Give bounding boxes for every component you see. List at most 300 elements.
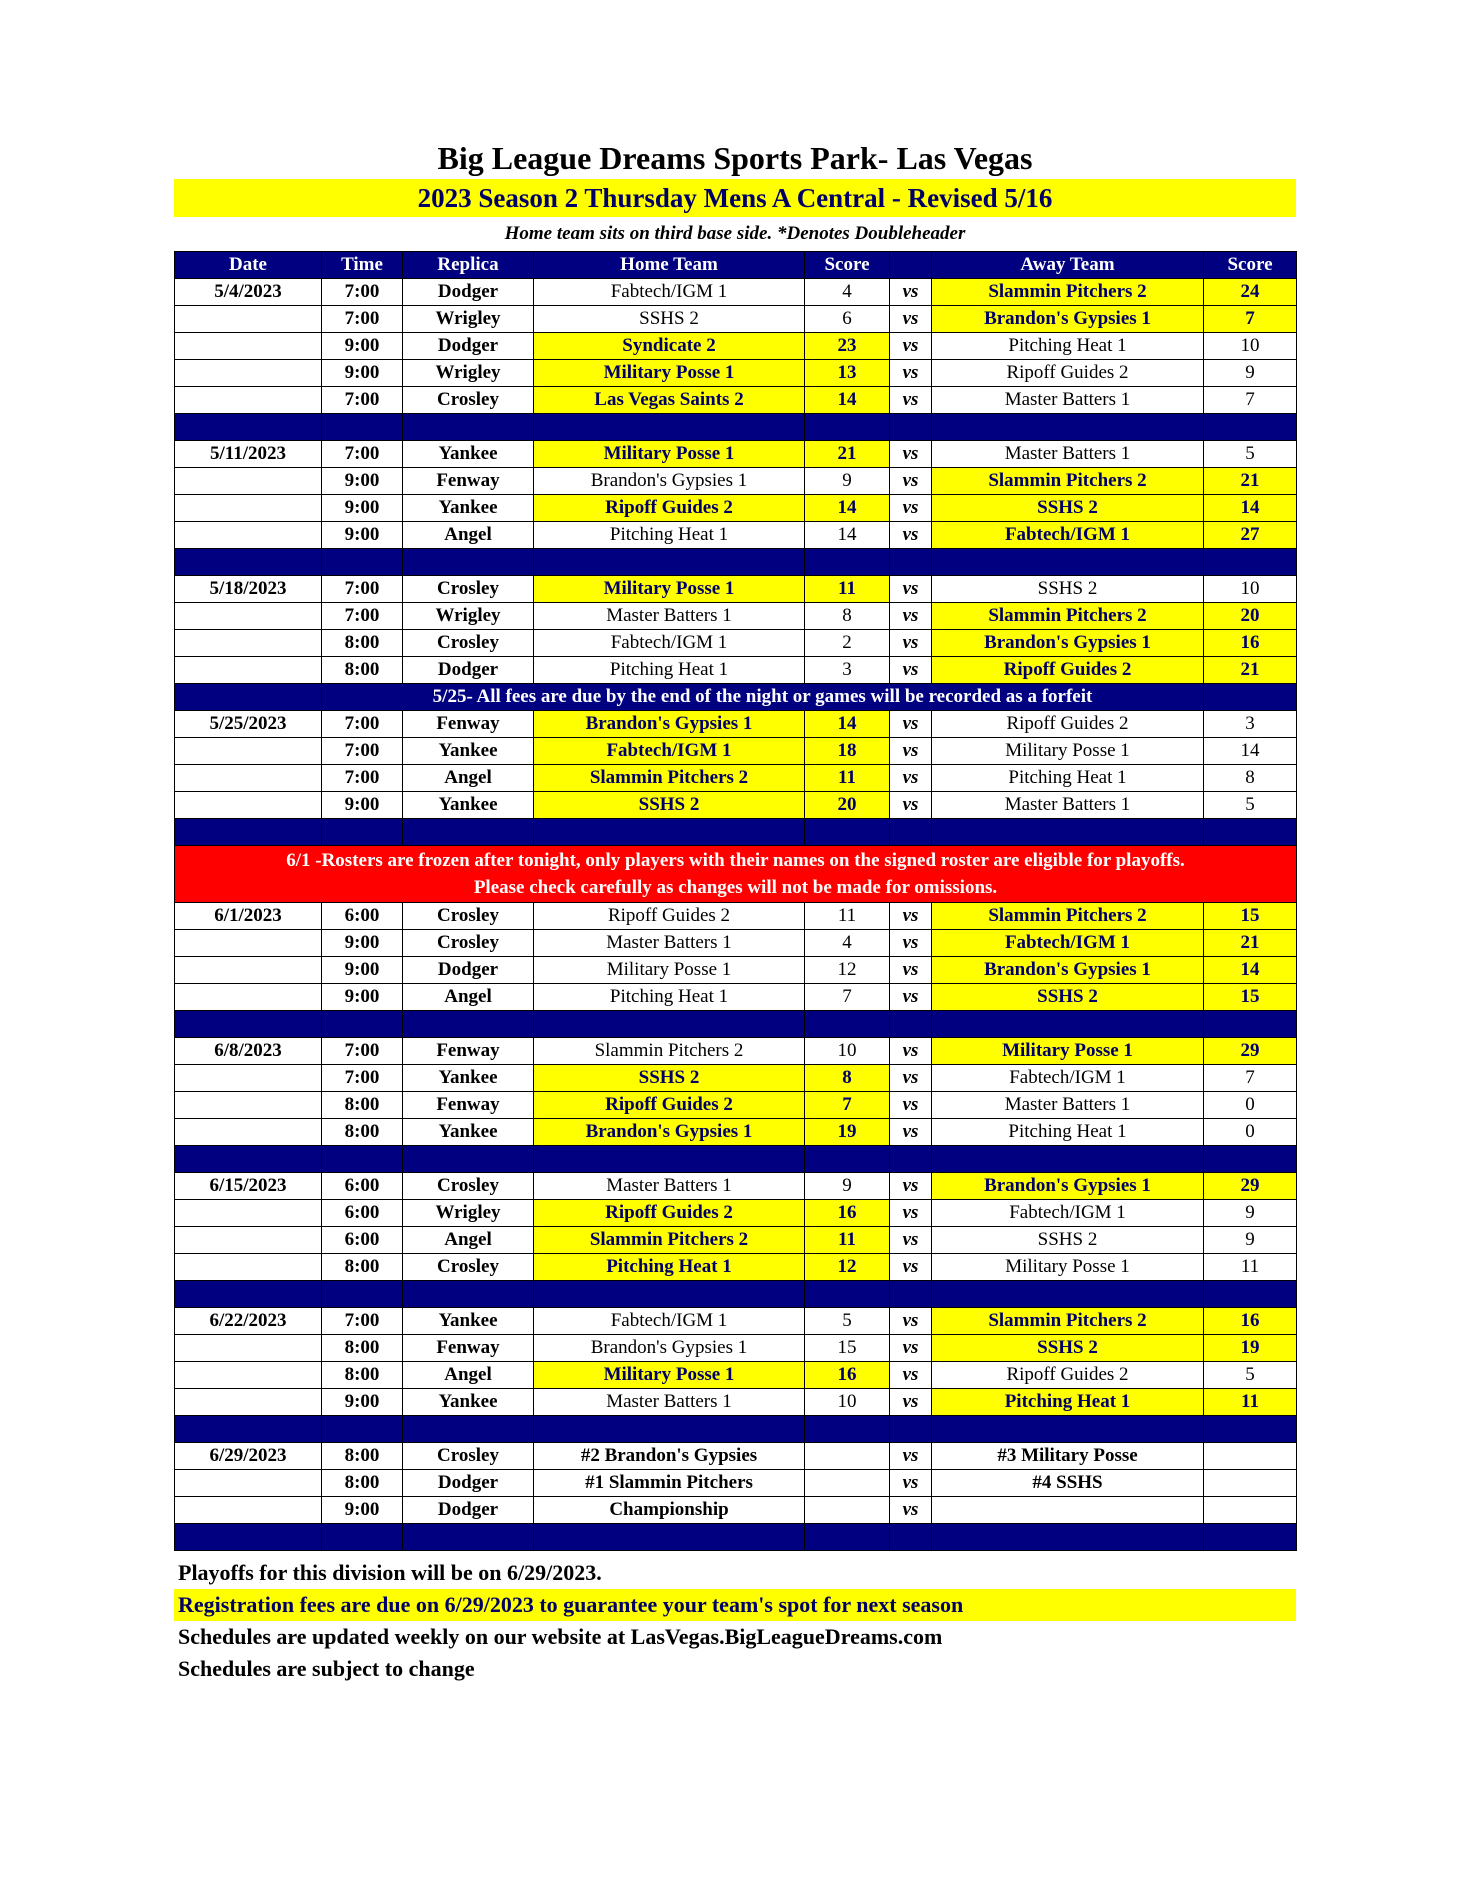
separator-cell xyxy=(890,819,932,846)
separator-cell xyxy=(403,819,534,846)
separator-cell xyxy=(403,1416,534,1443)
home-score: 8 xyxy=(805,603,890,630)
home-team: Fabtech/IGM 1 xyxy=(534,738,805,765)
col-header-vs xyxy=(890,252,932,279)
game-time: 9:00 xyxy=(322,930,403,957)
game-date: 6/29/2023 xyxy=(175,1443,322,1470)
game-row xyxy=(175,522,1297,549)
away-score xyxy=(1204,1443,1297,1470)
separator-cell xyxy=(175,1524,322,1551)
game-time: 7:00 xyxy=(322,765,403,792)
vs-label: vs xyxy=(890,360,932,387)
away-team: Master Batters 1 xyxy=(932,441,1204,468)
home-score: 12 xyxy=(805,957,890,984)
game-time: 6:00 xyxy=(322,903,403,930)
roster-alert-line: 6/1 -Rosters are frozen after tonight, only players with their names on the signed roster are eligible for playoffs. xyxy=(286,850,1185,871)
separator-cell xyxy=(805,1416,890,1443)
game-date: 5/25/2023 xyxy=(175,711,322,738)
separator-cell xyxy=(890,549,932,576)
game-row xyxy=(175,903,1297,930)
home-team: Brandon's Gypsies 1 xyxy=(534,468,805,495)
separator-cell xyxy=(403,1011,534,1038)
separator-cell xyxy=(322,1281,403,1308)
separator-cell xyxy=(175,1416,322,1443)
game-field: Yankee xyxy=(403,738,534,765)
away-score: 19 xyxy=(1204,1335,1297,1362)
separator-cell xyxy=(175,1011,322,1038)
game-field: Crosley xyxy=(403,930,534,957)
game-date xyxy=(175,1227,322,1254)
game-time: 6:00 xyxy=(322,1173,403,1200)
vs-label: vs xyxy=(890,576,932,603)
separator-cell xyxy=(805,1281,890,1308)
home-team: Pitching Heat 1 xyxy=(534,657,805,684)
game-row xyxy=(175,1038,1297,1065)
game-time: 6:00 xyxy=(322,1200,403,1227)
game-time: 9:00 xyxy=(322,522,403,549)
game-time: 7:00 xyxy=(322,738,403,765)
separator-cell xyxy=(1204,1281,1297,1308)
away-score: 16 xyxy=(1204,1308,1297,1335)
separator-cell xyxy=(890,1524,932,1551)
game-field: Yankee xyxy=(403,792,534,819)
game-time: 9:00 xyxy=(322,360,403,387)
away-team: Pitching Heat 1 xyxy=(932,765,1204,792)
home-team: Ripoff Guides 2 xyxy=(534,1092,805,1119)
away-team: Slammin Pitchers 2 xyxy=(932,468,1204,495)
home-score: 10 xyxy=(805,1389,890,1416)
game-time: 9:00 xyxy=(322,1497,403,1524)
game-time: 6:00 xyxy=(322,1227,403,1254)
away-team: Military Posse 1 xyxy=(932,738,1204,765)
game-date: 6/8/2023 xyxy=(175,1038,322,1065)
game-time: 8:00 xyxy=(322,1092,403,1119)
game-field: Yankee xyxy=(403,441,534,468)
home-score xyxy=(805,1443,890,1470)
game-field: Crosley xyxy=(403,903,534,930)
home-score: 9 xyxy=(805,468,890,495)
game-time: 8:00 xyxy=(322,1443,403,1470)
game-date xyxy=(175,522,322,549)
week-separator xyxy=(175,1146,1297,1173)
game-field: Dodger xyxy=(403,1470,534,1497)
home-score: 5 xyxy=(805,1308,890,1335)
away-team: Military Posse 1 xyxy=(932,1038,1204,1065)
game-row xyxy=(175,1470,1297,1497)
col-header-away-score: Score xyxy=(1204,252,1297,279)
vs-label: vs xyxy=(890,441,932,468)
week-separator xyxy=(175,549,1297,576)
game-time: 9:00 xyxy=(322,792,403,819)
home-team: Las Vegas Saints 2 xyxy=(534,387,805,414)
away-team: #3 Military Posse xyxy=(932,1443,1204,1470)
home-team: Fabtech/IGM 1 xyxy=(534,1308,805,1335)
col-header-replica: Replica xyxy=(403,252,534,279)
game-time: 7:00 xyxy=(322,387,403,414)
home-score: 3 xyxy=(805,657,890,684)
away-score: 9 xyxy=(1204,360,1297,387)
away-team xyxy=(932,1497,1204,1524)
col-header-home-team: Home Team xyxy=(534,252,805,279)
week-separator xyxy=(175,414,1297,441)
home-score: 21 xyxy=(805,441,890,468)
game-field: Dodger xyxy=(403,957,534,984)
game-row xyxy=(175,1362,1297,1389)
away-team: Ripoff Guides 2 xyxy=(932,1362,1204,1389)
home-score: 9 xyxy=(805,1173,890,1200)
game-time: 8:00 xyxy=(322,1362,403,1389)
away-team: Fabtech/IGM 1 xyxy=(932,1200,1204,1227)
roster-alert-line: Please check carefully as changes will not be made for omissions. xyxy=(473,877,998,898)
vs-label: vs xyxy=(890,1038,932,1065)
vs-label: vs xyxy=(890,984,932,1011)
game-date xyxy=(175,1470,322,1497)
game-field: Dodger xyxy=(403,657,534,684)
vs-label: vs xyxy=(890,657,932,684)
away-team: Pitching Heat 1 xyxy=(932,333,1204,360)
game-date xyxy=(175,1497,322,1524)
game-field: Fenway xyxy=(403,711,534,738)
vs-label: vs xyxy=(890,1335,932,1362)
game-date xyxy=(175,468,322,495)
game-field: Dodger xyxy=(403,333,534,360)
game-time: 7:00 xyxy=(322,576,403,603)
separator-cell xyxy=(890,414,932,441)
game-date xyxy=(175,630,322,657)
away-team: Slammin Pitchers 2 xyxy=(932,279,1204,306)
home-score: 7 xyxy=(805,1092,890,1119)
game-field: Angel xyxy=(403,984,534,1011)
game-row xyxy=(175,279,1297,306)
away-score: 8 xyxy=(1204,765,1297,792)
home-score: 18 xyxy=(805,738,890,765)
game-time: 9:00 xyxy=(322,957,403,984)
game-field: Wrigley xyxy=(403,360,534,387)
home-score xyxy=(805,1497,890,1524)
away-team: Ripoff Guides 2 xyxy=(932,657,1204,684)
game-row xyxy=(175,1173,1297,1200)
week-separator xyxy=(175,1281,1297,1308)
game-row xyxy=(175,1227,1297,1254)
game-row xyxy=(175,1308,1297,1335)
week-separator xyxy=(175,1416,1297,1443)
separator-cell xyxy=(403,1524,534,1551)
vs-label: vs xyxy=(890,1254,932,1281)
page-title: Big League Dreams Sports Park- Las Vegas xyxy=(437,140,1033,176)
separator-cell xyxy=(175,414,322,441)
separator-cell xyxy=(805,819,890,846)
home-team: Military Posse 1 xyxy=(534,1362,805,1389)
vs-label: vs xyxy=(890,279,932,306)
game-time: 9:00 xyxy=(322,468,403,495)
home-team: Military Posse 1 xyxy=(534,576,805,603)
separator-cell xyxy=(403,1281,534,1308)
away-score: 9 xyxy=(1204,1200,1297,1227)
away-score: 10 xyxy=(1204,333,1297,360)
home-score: 14 xyxy=(805,495,890,522)
vs-label: vs xyxy=(890,387,932,414)
away-team: Brandon's Gypsies 1 xyxy=(932,630,1204,657)
playoffs-note: Playoffs for this division will be on 6/29/2023. xyxy=(178,1560,602,1585)
away-team: SSHS 2 xyxy=(932,984,1204,1011)
separator-cell xyxy=(805,549,890,576)
away-score: 29 xyxy=(1204,1173,1297,1200)
home-score: 12 xyxy=(805,1254,890,1281)
home-score: 15 xyxy=(805,1335,890,1362)
separator-cell xyxy=(805,1146,890,1173)
away-score: 0 xyxy=(1204,1119,1297,1146)
game-row xyxy=(175,657,1297,684)
separator-cell xyxy=(534,1146,805,1173)
home-team: Master Batters 1 xyxy=(534,930,805,957)
game-time: 7:00 xyxy=(322,306,403,333)
week-separator xyxy=(175,819,1297,846)
game-date xyxy=(175,1362,322,1389)
away-score: 29 xyxy=(1204,1038,1297,1065)
game-date: 6/22/2023 xyxy=(175,1308,322,1335)
vs-label: vs xyxy=(890,333,932,360)
game-date xyxy=(175,984,322,1011)
game-row xyxy=(175,360,1297,387)
game-row xyxy=(175,957,1297,984)
away-team: Master Batters 1 xyxy=(932,792,1204,819)
game-date xyxy=(175,765,322,792)
away-score: 7 xyxy=(1204,387,1297,414)
home-team: Master Batters 1 xyxy=(534,603,805,630)
away-score: 5 xyxy=(1204,792,1297,819)
away-team: Master Batters 1 xyxy=(932,1092,1204,1119)
disclaimer-note: Schedules are subject to change xyxy=(178,1656,475,1681)
home-team: Slammin Pitchers 2 xyxy=(534,1227,805,1254)
week-separator xyxy=(175,1524,1297,1551)
away-score: 20 xyxy=(1204,603,1297,630)
vs-label: vs xyxy=(890,522,932,549)
separator-cell xyxy=(534,549,805,576)
away-team: Fabtech/IGM 1 xyxy=(932,522,1204,549)
home-score xyxy=(805,1470,890,1497)
home-team: Ripoff Guides 2 xyxy=(534,495,805,522)
notice-spacer xyxy=(1204,684,1297,711)
vs-label: vs xyxy=(890,903,932,930)
vs-label: vs xyxy=(890,603,932,630)
away-team: Brandon's Gypsies 1 xyxy=(932,306,1204,333)
separator-cell xyxy=(175,1146,322,1173)
roster-alert xyxy=(175,846,1297,903)
home-score: 19 xyxy=(805,1119,890,1146)
separator-cell xyxy=(322,549,403,576)
home-score: 8 xyxy=(805,1065,890,1092)
separator-cell xyxy=(932,1281,1204,1308)
home-team-note: Home team sits on third base side. *Denotes Doubleheader xyxy=(504,223,966,244)
home-score: 11 xyxy=(805,1227,890,1254)
game-date xyxy=(175,1389,322,1416)
away-score: 14 xyxy=(1204,738,1297,765)
game-row xyxy=(175,765,1297,792)
home-score: 14 xyxy=(805,711,890,738)
page-subtitle: 2023 Season 2 Thursday Mens A Central - Revised 5/16 xyxy=(174,179,1296,217)
home-team: Slammin Pitchers 2 xyxy=(534,765,805,792)
fee-notice: 5/25- All fees are due by the end of the night or games will be recorded as a forfeit xyxy=(322,684,1204,711)
away-score: 11 xyxy=(1204,1254,1297,1281)
game-field: Angel xyxy=(403,522,534,549)
separator-cell xyxy=(932,1416,1204,1443)
vs-label: vs xyxy=(890,1227,932,1254)
home-team: Military Posse 1 xyxy=(534,441,805,468)
away-team: Slammin Pitchers 2 xyxy=(932,603,1204,630)
separator-cell xyxy=(932,1524,1204,1551)
game-row xyxy=(175,930,1297,957)
away-score: 11 xyxy=(1204,1389,1297,1416)
away-score: 5 xyxy=(1204,441,1297,468)
game-date xyxy=(175,1254,322,1281)
away-score: 21 xyxy=(1204,468,1297,495)
away-score xyxy=(1204,1497,1297,1524)
game-field: Angel xyxy=(403,1362,534,1389)
game-date: 5/11/2023 xyxy=(175,441,322,468)
home-team: Brandon's Gypsies 1 xyxy=(534,1119,805,1146)
game-date xyxy=(175,1092,322,1119)
game-date: 5/4/2023 xyxy=(175,279,322,306)
col-header-home-score: Score xyxy=(805,252,890,279)
away-team: Fabtech/IGM 1 xyxy=(932,1065,1204,1092)
vs-label: vs xyxy=(890,1200,932,1227)
game-date: 5/18/2023 xyxy=(175,576,322,603)
schedule-table xyxy=(174,251,1297,1551)
away-team: Brandon's Gypsies 1 xyxy=(932,957,1204,984)
home-score: 11 xyxy=(805,765,890,792)
game-row xyxy=(175,1119,1297,1146)
game-row xyxy=(175,792,1297,819)
game-date xyxy=(175,603,322,630)
game-field: Fenway xyxy=(403,1335,534,1362)
week-separator xyxy=(175,1011,1297,1038)
separator-cell xyxy=(1204,819,1297,846)
home-team: Ripoff Guides 2 xyxy=(534,903,805,930)
away-score: 27 xyxy=(1204,522,1297,549)
game-field: Dodger xyxy=(403,1497,534,1524)
separator-cell xyxy=(534,1416,805,1443)
game-field: Crosley xyxy=(403,630,534,657)
separator-cell xyxy=(932,1011,1204,1038)
away-score: 14 xyxy=(1204,495,1297,522)
website-note: Schedules are updated weekly on our website at LasVegas.BigLeagueDreams.com xyxy=(178,1624,943,1649)
game-time: 9:00 xyxy=(322,984,403,1011)
separator-cell xyxy=(322,1524,403,1551)
col-header-time: Time xyxy=(322,252,403,279)
vs-label: vs xyxy=(890,711,932,738)
home-team: #1 Slammin Pitchers xyxy=(534,1470,805,1497)
col-header-away-team: Away Team xyxy=(932,252,1204,279)
away-score: 7 xyxy=(1204,1065,1297,1092)
game-date xyxy=(175,1119,322,1146)
home-score: 2 xyxy=(805,630,890,657)
col-header-date: Date xyxy=(175,252,322,279)
home-team: Pitching Heat 1 xyxy=(534,522,805,549)
separator-cell xyxy=(932,549,1204,576)
away-score: 9 xyxy=(1204,1227,1297,1254)
game-field: Crosley xyxy=(403,1173,534,1200)
schedule-document xyxy=(174,137,1296,1685)
home-score: 20 xyxy=(805,792,890,819)
game-field: Yankee xyxy=(403,495,534,522)
away-team: Ripoff Guides 2 xyxy=(932,711,1204,738)
game-date xyxy=(175,495,322,522)
home-score: 23 xyxy=(805,333,890,360)
away-score: 21 xyxy=(1204,930,1297,957)
vs-label: vs xyxy=(890,1443,932,1470)
separator-cell xyxy=(890,1146,932,1173)
game-time: 7:00 xyxy=(322,441,403,468)
game-field: Dodger xyxy=(403,279,534,306)
vs-label: vs xyxy=(890,468,932,495)
game-row xyxy=(175,576,1297,603)
game-field: Fenway xyxy=(403,1038,534,1065)
game-field: Angel xyxy=(403,1227,534,1254)
separator-cell xyxy=(805,1524,890,1551)
game-date xyxy=(175,1200,322,1227)
game-row xyxy=(175,468,1297,495)
game-row xyxy=(175,1254,1297,1281)
game-date: 6/15/2023 xyxy=(175,1173,322,1200)
separator-cell xyxy=(403,1146,534,1173)
game-date xyxy=(175,387,322,414)
vs-label: vs xyxy=(890,957,932,984)
game-field: Wrigley xyxy=(403,603,534,630)
game-time: 7:00 xyxy=(322,279,403,306)
separator-cell xyxy=(175,549,322,576)
vs-label: vs xyxy=(890,1119,932,1146)
separator-cell xyxy=(403,414,534,441)
game-row xyxy=(175,711,1297,738)
home-score: 7 xyxy=(805,984,890,1011)
home-team: Military Posse 1 xyxy=(534,957,805,984)
home-score: 10 xyxy=(805,1038,890,1065)
away-team: SSHS 2 xyxy=(932,495,1204,522)
away-team: Ripoff Guides 2 xyxy=(932,360,1204,387)
home-team: #2 Brandon's Gypsies xyxy=(534,1443,805,1470)
home-team: SSHS 2 xyxy=(534,792,805,819)
home-team: Ripoff Guides 2 xyxy=(534,1200,805,1227)
game-field: Fenway xyxy=(403,1092,534,1119)
game-time: 8:00 xyxy=(322,1254,403,1281)
away-team: Slammin Pitchers 2 xyxy=(932,1308,1204,1335)
game-row xyxy=(175,1443,1297,1470)
game-field: Wrigley xyxy=(403,1200,534,1227)
game-date xyxy=(175,1335,322,1362)
game-row xyxy=(175,387,1297,414)
separator-cell xyxy=(1204,1011,1297,1038)
home-team: Slammin Pitchers 2 xyxy=(534,1038,805,1065)
home-score: 11 xyxy=(805,903,890,930)
game-date: 6/1/2023 xyxy=(175,903,322,930)
away-score: 15 xyxy=(1204,903,1297,930)
vs-label: vs xyxy=(890,765,932,792)
home-team: Fabtech/IGM 1 xyxy=(534,630,805,657)
game-time: 9:00 xyxy=(322,1389,403,1416)
separator-cell xyxy=(932,414,1204,441)
home-score: 11 xyxy=(805,576,890,603)
away-team: Slammin Pitchers 2 xyxy=(932,903,1204,930)
away-score: 21 xyxy=(1204,657,1297,684)
vs-label: vs xyxy=(890,495,932,522)
home-score: 16 xyxy=(805,1200,890,1227)
game-row xyxy=(175,1497,1297,1524)
home-team: SSHS 2 xyxy=(534,306,805,333)
game-field: Yankee xyxy=(403,1389,534,1416)
separator-cell xyxy=(1204,1416,1297,1443)
away-team: Master Batters 1 xyxy=(932,387,1204,414)
away-score: 16 xyxy=(1204,630,1297,657)
